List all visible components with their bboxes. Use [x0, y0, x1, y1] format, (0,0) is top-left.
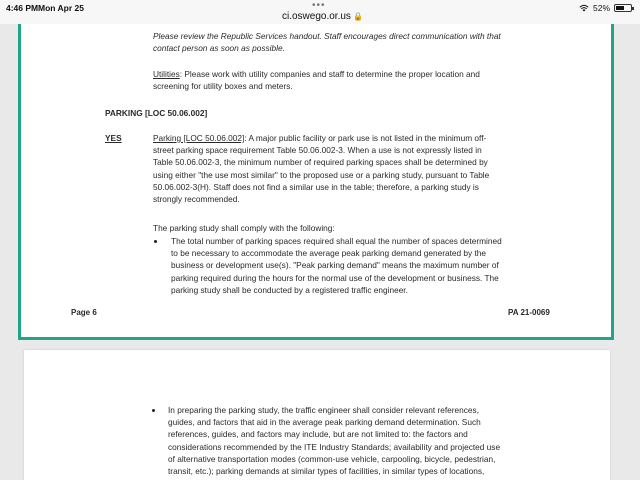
- handout-note-line: contact person as soon as possible.: [153, 43, 285, 54]
- battery-icon: [614, 4, 632, 12]
- url-text: ci.oswego.or.us: [282, 11, 351, 22]
- document-page-7: [24, 350, 610, 480]
- utilities-label: Utilities: [153, 69, 180, 79]
- bullet-line: parking study shall be conducted by a registered traffic engineer.: [171, 284, 408, 295]
- handout-note-line: Please review the Republic Services handout. Staff encourages direct communication with that: [153, 31, 501, 41]
- bullet-line: of alternative transportation modes (common-use vehicle, carpooling, bicycle, pedestrian,: [168, 453, 496, 464]
- bullet-line: In preparing the parking study, the traffic engineer shall consider relevant references,: [168, 405, 480, 415]
- handout-note: [153, 30, 501, 54]
- bullet-line: business or development use(s). "Peak parking demand" means the maximum number of: [171, 260, 499, 271]
- bullet-line: transit, etc.); parking demands at similar types of facilities, in similar types of locations,: [168, 466, 485, 477]
- status-bar: [0, 0, 640, 24]
- status-yes: YES: [105, 133, 122, 143]
- parking-line: 50.06.002-3(H). Staff does not find a similar use in the table; therefore, a parking study is: [153, 181, 479, 192]
- bullet-line: considerations recommended by the ITE Industry Standards; availability and projected use: [168, 441, 501, 452]
- parking-line: : A major public facility or park use is not listed in the minimum off-: [244, 133, 487, 143]
- parking-line: street parking space requirement Table 50.06.002-3. When a use is not expressly listed in: [153, 145, 482, 156]
- parking-ref-link: Parking [LOC 50.06.002]: [153, 133, 245, 143]
- bullet-line: parking required during the hours for the normal use of the development or business. The: [171, 272, 499, 283]
- bullet-line: to be necessary to accommodate the average peak parking demand generated by the: [171, 248, 487, 259]
- page-number: Page 6: [71, 308, 97, 317]
- bullet-icon: [152, 409, 155, 412]
- battery-fill: [616, 6, 624, 10]
- parking-paragraph: [153, 132, 489, 205]
- status-time: 4:46 PM: [6, 3, 39, 13]
- utilities-paragraph: [153, 68, 480, 92]
- parking-heading: PARKING [LOC 50.06.002]: [105, 108, 208, 118]
- parking-line: Table 50.06.002-3, the minimum number of required parking spaces shall be determined by: [153, 157, 488, 168]
- status-date: Mon Apr 25: [38, 3, 84, 13]
- bullet-line: guides, and factors that aid in the average peak parking demand determination. Such: [168, 417, 481, 428]
- battery-percent: 52%: [592, 3, 610, 13]
- parking-line: using either "the use most similar" to the proposed use or a parking study, pursuant to Table: [153, 169, 490, 180]
- bullet-paragraph: [168, 404, 500, 477]
- wifi-icon: [579, 4, 589, 12]
- bullet-paragraph: [171, 235, 502, 296]
- case-number: PA 21-0069: [508, 308, 550, 317]
- utilities-line: screening for utility boxes and meters.: [153, 81, 293, 92]
- document-page-6: [18, 24, 614, 340]
- status-indicators: [579, 3, 632, 13]
- bullet-icon: [154, 240, 157, 243]
- bullet-line: references, guides, and factors may include, but are not limited to: the factors and: [168, 429, 468, 440]
- utilities-line: : Please work with utility companies and staff to determine the proper location and: [179, 69, 480, 79]
- comply-intro: The parking study shall comply with the following:: [153, 223, 335, 233]
- address-bar[interactable]: [282, 11, 363, 22]
- lock-icon: 🔒: [352, 12, 363, 21]
- parking-line: strongly recommended.: [153, 194, 240, 205]
- bullet-line: The total number of parking spaces required shall equal the number of spaces determined: [171, 236, 502, 246]
- more-dots-icon[interactable]: •••: [312, 0, 326, 11]
